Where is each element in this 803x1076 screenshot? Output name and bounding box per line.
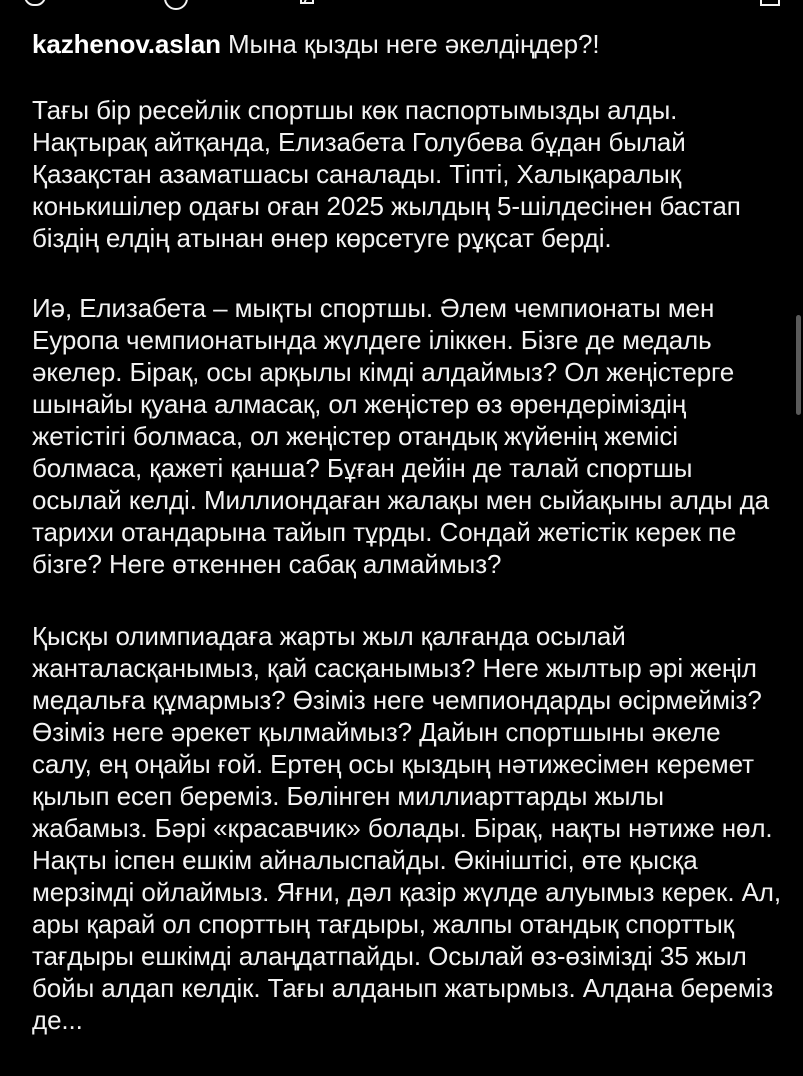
caption-paragraph: Иә, Елизабета – мықты спортшы. Әлем чемпионаты мен Еуропа чемпионатында жүлдеге іліккен. Бізге де медаль әкелер. Бірақ, осы арқылы кімді алдаймыз? Ол жеңістерге шынайы қуана алмасақ, ол жеңістер өз өрендеріміздің жетістігі болмаса, ол жеңістер отандық жүйенің жемісі болмаса, қажеті қанша? Бұған дейін де талай спортшы осылай келді. Миллиондаған жалақы мен сыйақыны алды да тарихи отандарына тайып тұрды. Сондай жетістік керек пе бізге? Неге өткеннен сабақ алмаймыз? — [32, 293, 770, 579]
caption-header — [32, 28, 784, 60]
comment-icon[interactable] — [164, 0, 188, 10]
caption-paragraph: Қысқы олимпиадаға жарты жыл қалғанда осылай жанталасқанымыз, қай сасқанымыз? Неге жылтыр әрі жеңіл медальға құмармыз? Өзіміз неге чемпиондарды өсірмейміз? Өзіміз неге әрекет қылмаймыз? Дайын спортшыны әкеле салу, ең оңайы ғой. Ертең осы қыздың нәтижесімен керемет қылып есеп береміз. Бөлінген миллиарттарды жылы жабамыз. Бәрі «красавчик» болады. Бірақ, нақты нәтиже нөл. Нақты іспен ешкім айналыспайды. Өкініштісі, өте қысқа мерзімді ойлаймыз. Яғни, дәл қазір жүлде алуымыз керек. Ал, ары қарай ол спорттың тағдыры, жалпы отандық спорттық тағдыры ешкімді алаңдатпайды. Осылай өз-өзімізді 35 жыл бойы алдап келдік. Тағы алданып жатырмыз. Алдана береміз де... — [32, 621, 782, 1035]
bookmark-icon[interactable] — [760, 0, 780, 6]
caption-first-line: Мына қызды неге әкелдіңдер?! — [228, 29, 600, 59]
share-icon[interactable] — [300, 0, 314, 4]
scrollbar[interactable] — [796, 315, 801, 415]
username-link[interactable]: kazhenov.aslan — [32, 29, 221, 59]
caption-paragraph: Тағы бір ресейлік спортшы көк паспортымызды алды. Нақтырақ айтқанда, Елизабета Голубева бұдан былай Қазақстан азаматшасы саналады. Тіпті, Халықаралық конькишілер одағы оған 2025 жылдың 5-шілдесінен бастап біздің елдің атынан өнер көрсетуге рұқсат берді. — [32, 95, 741, 253]
post-action-bar — [0, 0, 803, 8]
post-caption — [32, 28, 784, 1076]
heart-icon[interactable] — [24, 0, 46, 6]
